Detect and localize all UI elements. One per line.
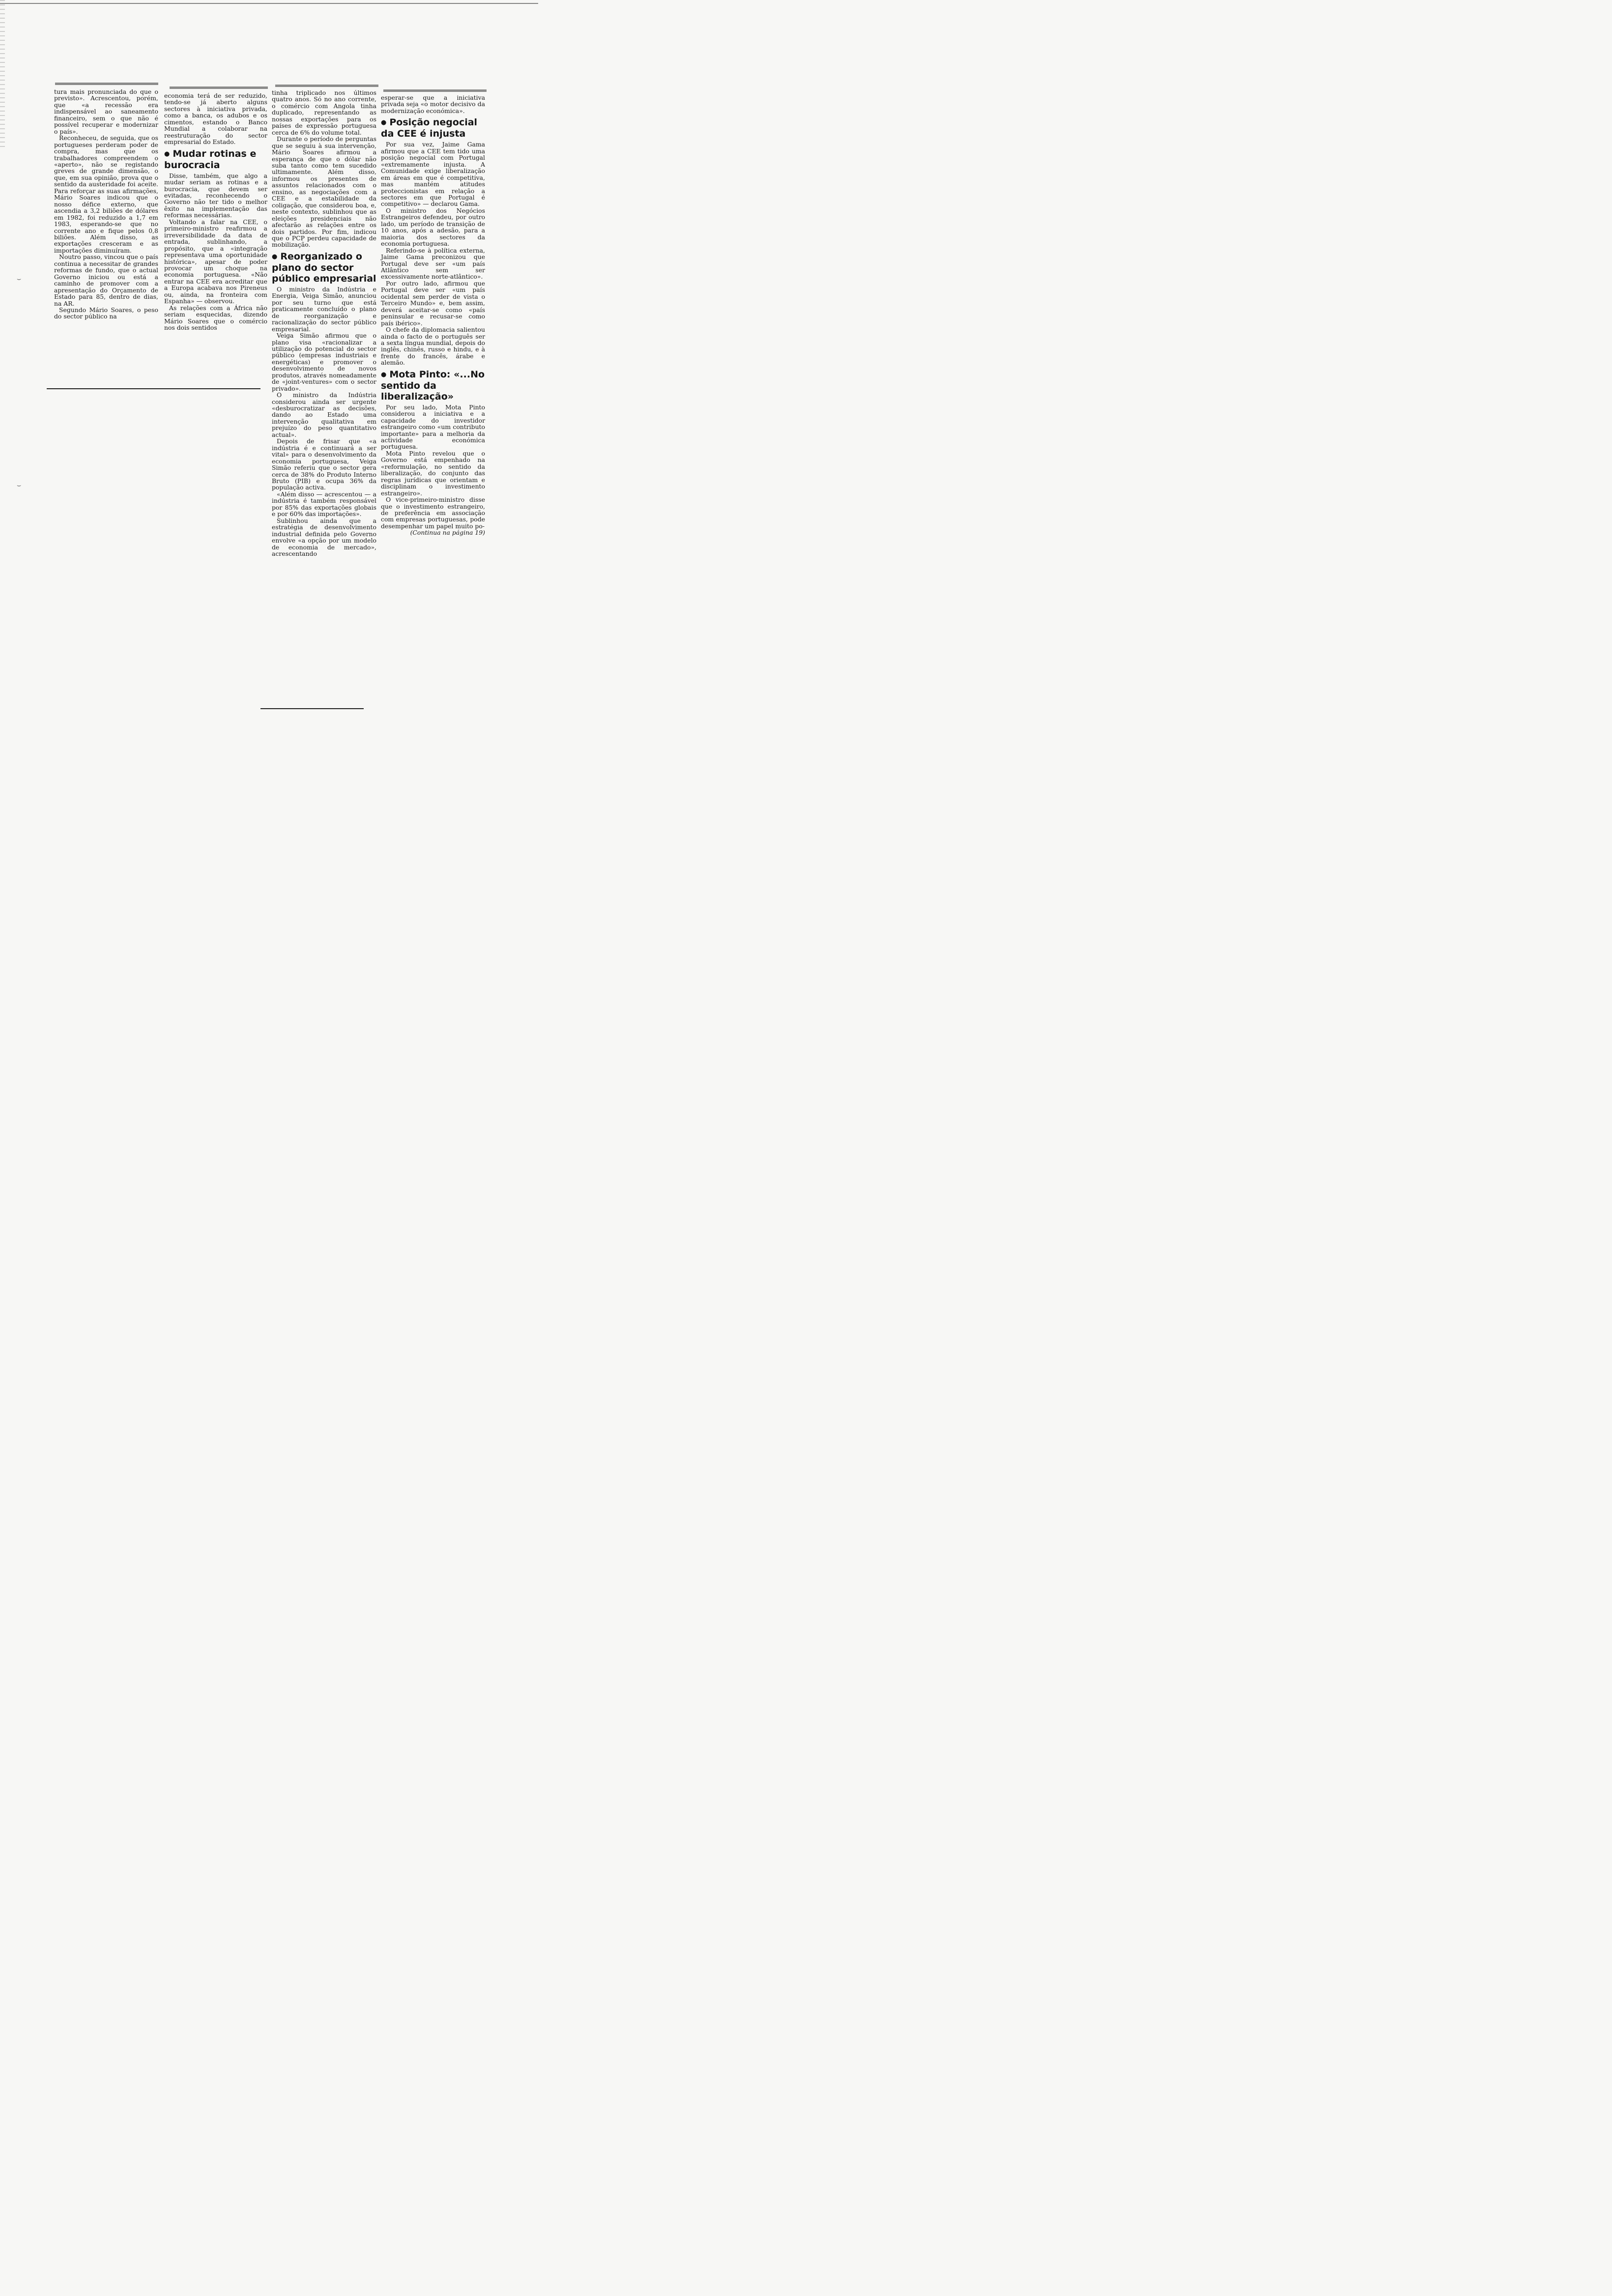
article-column-1: [54, 88, 158, 320]
article-column-3: [272, 89, 376, 557]
section-heading: [272, 251, 376, 284]
bullet-icon: ●: [272, 253, 278, 260]
section-heading-text: Mudar rotinas e burocracia: [164, 148, 257, 171]
paragraph: O vice-primeiro-ministro disse que o investimento estrangeiro, de preferência em associação com empresas portuguesas, pode desempenhar um papel muito po-: [381, 496, 485, 530]
paragraph: Disse, também, que algo a mudar seriam as rotinas e a burocracia, que devem ser evitadas, reconhecendo o Governo não ter tido o melhor êxito na implementação das reformas necessárias.: [164, 172, 267, 219]
paragraph: Sublinhou ainda que a estratégia de desenvolvimento industrial definida pelo Governo envolve «a opção por um modelo de economia de mercado», acrescentando: [272, 517, 376, 557]
paragraph: O ministro dos Negócios Estrangeiros defendeu, por outro lado, um período de transição de 10 anos, após a adesão, para a maioria dos sectores da economia portuguesa.: [381, 206, 485, 248]
paragraph: Por outro lado, afirmou que Portugal deve ser «um país ocidental sem perder de vista o Terceiro Mundo» e, bem assim, deverá aceitar-se como «país peninsular e recusar-se como país ibérico».: [381, 279, 485, 327]
paragraph: economia terá de ser reduzido, tendo-se já aberto alguns sectores à iniciativa privada, como a banca, os adubos e os cimentos, estando o Banco Mundial a colaborar na reestruturação do sector empresarial do Estado.: [164, 92, 267, 146]
section-heading: [381, 117, 485, 139]
section-heading-text: Posição negocial da CEE é injusta: [381, 117, 478, 140]
paragraph: Mota Pinto revelou que o Governo está empenhado na «reformulação, no sentido da liberalização, do conjunto das regras jurídicas que orientam e disciplinam o investimento estrangeiro».: [381, 449, 485, 497]
continuation-note: (Continua na página 19): [410, 529, 485, 537]
section-heading: [381, 369, 485, 402]
top-print-noise: [383, 89, 487, 92]
scan-mark: ⌣: [17, 275, 22, 283]
paragraph: O ministro da Indústria e Energia, Veiga Simão, anunciou por seu turno que está praticamente concluído o plano de reorganização e racionalização do sector público empresarial.: [272, 285, 376, 333]
paragraph: tura mais pronunciada do que o previsto». Acrescentou, porém, que «a recessão era indispensável ao saneamento financeiro, sem o que não é possível recuperar e modernizar o país».: [54, 88, 158, 135]
paragraph: O chefe da diplomacia salientou ainda o facto de o português ser a sexta língua mundial, depois do inglês, chinês, russo e hindu, e à frente do francês, árabe e alemão.: [381, 326, 485, 367]
paragraph: «Além disso — acrescentou — a indústria é também responsável por 85% das exportações globais e por 60% das importações».: [272, 490, 376, 518]
scan-edge-noise: [0, 0, 5, 147]
paragraph: tinha triplicado nos últimos quatro anos. Só no ano corrente, o comércio com Angola tinha duplicado, representando as nossas exportações para os países de expressão portuguesa cerca de 6% do volume total.: [272, 89, 376, 136]
paragraph: Depois de frisar que «a indústria é e continuará a ser vital» para o desenvolvimento da economia portuguesa, Veiga Simão referiu que o sector gera cerca de 38% do Produto Interno Bruto (PIB) e ocupa 36% da população activa.: [272, 437, 376, 491]
paragraph: As relações com a África não seriam esquecidas, dizendo Mário Soares que o comércio nos dois sentidos: [164, 304, 267, 332]
section-heading-text: Mota Pinto: «...No sentido da liberalização»: [381, 369, 485, 402]
top-print-noise: [170, 86, 268, 89]
article-column-2: [164, 92, 267, 331]
column-end-rule: [47, 388, 260, 389]
paragraph: Por seu lado, Mota Pinto considerou a iniciativa e a capacidade do investidor estrangeiro como «um contributo importante» para a melhoria da actividade económica portuguesa.: [381, 403, 485, 451]
paragraph: Por sua vez, Jaime Gama afirmou que a CEE tem tido uma posição negocial com Portugal «extremamente injusta. A Comunidade exige liberalização em áreas em que é competitiva, mas mantém atitudes proteccionistas em relação a sectores em que Portugal é competitivo» — declarou Gama.: [381, 141, 485, 208]
article-column-4: [381, 94, 485, 536]
paragraph: Reconheceu, de seguida, que os portugueses perderam poder de compra, mas que os trabalhadores compreendem o «aperto», não se registando greves de grande dimensão, o que, em sua opinião, prova que o sentido da austeridade foi aceite. Para reforçar as suas afirmações, Mário Soares indicou que o nosso défice externo, que ascendia a 3,2 biliões de dólares em 1982, foi reduzido a 1,7 em 1983, esperando-se que no corrente ano e fique pelos 0,8 biliões. Além disso, as exportações cresceram e as importações diminuíram.: [54, 134, 158, 254]
scan-mark: ⌣: [17, 482, 22, 489]
bullet-icon: ●: [381, 119, 387, 127]
section-heading: [164, 148, 267, 171]
paragraph: Noutro passo, vincou que o país continua a necessitar de grandes reformas de fundo, que o actual Governo iniciou ou está a caminho de promover com a apresentação do Orçamento de Estado para 85, dentro de dias, na AR.: [54, 253, 158, 307]
top-print-noise: [55, 83, 158, 85]
paragraph: esperar-se que a iniciativa privada seja «o motor decisivo da modernização económica».: [381, 94, 485, 115]
paragraph: O ministro da Indústria considerou ainda ser urgente «desburocratizar as decisões, dando ao Estado uma intervenção qualitativa em prejuízo do peso quantitativo actual».: [272, 391, 376, 438]
paragraph: Referindo-se à política externa, Jaime Gama preconizou que Portugal deve ser «um país Atlântico sem ser excessivamente norte-atlântico».: [381, 246, 485, 281]
scan-border-line: [0, 3, 538, 4]
paragraph: Segundo Mário Soares, o peso do sector público na: [54, 306, 158, 320]
paragraph: Voltando a falar na CEE, o primeiro-ministro reafirmou a irreversibilidade da data de entrada, sublinhando, a propósito, que a «integração representava uma oportunidade histórica», apesar de poder provocar um choque na economia portuguesa. «Não entrar na CEE era acreditar que a Europa acabava nos Pireneus ou, ainda, na fronteira com Espanha» — observou.: [164, 218, 267, 305]
top-print-noise: [275, 85, 378, 87]
bullet-icon: ●: [164, 150, 170, 158]
paragraph: Durante o período de perguntas que se seguiu à sua intervenção, Mário Soares afirmou a esperança de que o dólar não suba tanto como tem sucedido ultimamente. Além disso, informou os presentes de assuntos relacionados com o ensino, as negociações com a CEE e a estabilidade da coligação, que considerou boa, e, neste contexto, sublinhou que as eleições presidenciais não afectarão as relações entre os dois partidos. Por fim, indicou que o PCP perdeu capacidade de mobilização.: [272, 135, 376, 249]
section-heading-text: Reorganizado o plano do sector público empresarial: [272, 251, 376, 284]
column-end-rule: [260, 708, 364, 709]
bullet-icon: ●: [381, 371, 387, 378]
paragraph: Veiga Simão afirmou que o plano visa «racionalizar a utilização do potencial do sector público (empresas industriais e energéticas) e promover o desenvolvimento de novos produtos, através nomeadamente de «joint-ventures» com o sector privado».: [272, 332, 376, 392]
